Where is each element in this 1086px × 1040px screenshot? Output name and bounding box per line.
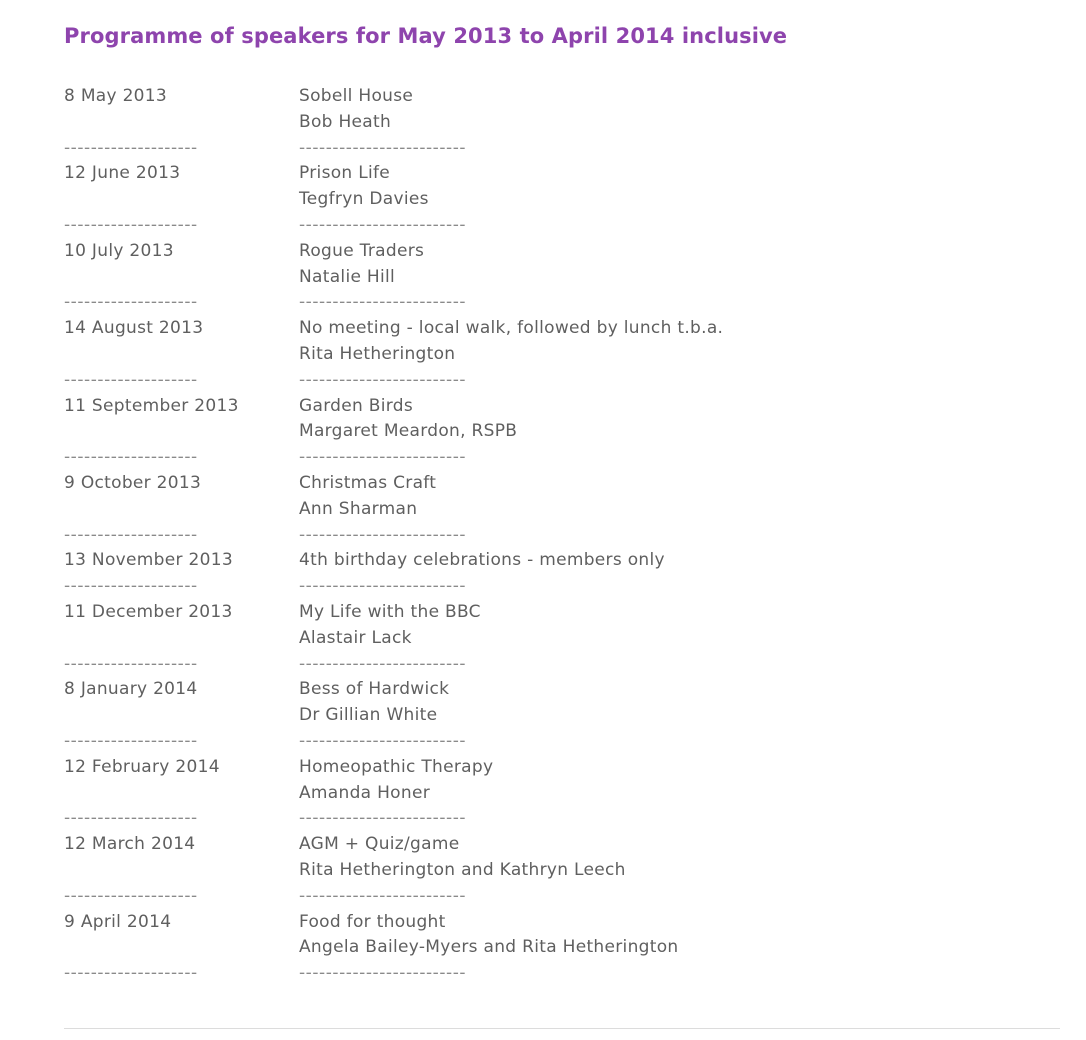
date-separator: -------------------- [64,963,198,984]
detail-separator: ------------------------- [299,808,467,829]
detail-separator: ------------------------- [299,447,467,468]
entry-topic: Homeopathic Therapy [299,756,494,777]
detail-separator: ------------------------- [299,730,467,751]
entry-speaker: Margaret Meardon, RSPB [299,421,518,442]
entry-topic: Food for thought [299,911,446,932]
programme-list [64,84,1060,987]
entry-detail [299,755,1060,807]
entry-date: 10 July 2013 [64,240,174,261]
entry-topic: Rogue Traders [299,240,425,261]
entry-speaker: Bob Heath [299,111,392,132]
page-title: Programme of speakers for May 2013 to April 2014 inclusive [64,24,788,48]
detail-separator: ------------------------- [299,369,467,390]
programme-entry [64,832,1060,884]
detail-separator: ------------------------- [299,885,467,906]
entry-date: 12 March 2014 [64,834,196,855]
entry-detail [299,471,1060,523]
date-separator: -------------------- [64,137,198,158]
entry-separator [64,729,1060,755]
entry-separator [64,884,1060,910]
date-separator: -------------------- [64,576,198,597]
date-separator: -------------------- [64,653,198,674]
programme-entry [64,316,1060,368]
entry-date: 12 June 2013 [64,163,181,184]
entry-detail [299,316,1060,368]
entry-detail [299,832,1060,884]
programme-entry [64,471,1060,523]
programme-entry [64,161,1060,213]
detail-separator: ------------------------- [299,214,467,235]
entry-topic: My Life with the BBC [299,601,481,622]
entry-separator [64,445,1060,471]
entry-detail [299,548,1060,574]
entry-detail [299,161,1060,213]
detail-separator: ------------------------- [299,524,467,545]
entry-separator [64,368,1060,394]
entry-speaker: Rita Hetherington and Kathryn Leech [299,859,626,880]
entry-speaker: Alastair Lack [299,627,412,648]
entry-speaker: Angela Bailey-Myers and Rita Hetherington [299,937,679,958]
entry-date: 11 December 2013 [64,601,233,622]
entry-topic: AGM + Quiz/game [299,834,460,855]
date-separator: -------------------- [64,292,198,313]
entry-date: 8 May 2013 [64,86,168,106]
entry-topic: No meeting - local walk, followed by lunch t.b.a. [299,318,724,339]
date-separator: -------------------- [64,447,198,468]
entry-separator [64,136,1060,162]
entry-separator [64,574,1060,600]
programme-entry [64,677,1060,729]
entry-detail [299,600,1060,652]
entry-separator [64,213,1060,239]
entry-speaker: Rita Hetherington [299,343,456,364]
programme-entry [64,394,1060,446]
entry-separator [64,652,1060,678]
date-separator: -------------------- [64,730,198,751]
detail-separator: ------------------------- [299,137,467,158]
entry-speaker: Ann Sharman [299,498,418,519]
entry-detail [299,84,1060,136]
entry-date: 9 April 2014 [64,911,172,932]
entry-topic: 4th birthday celebrations - members only [299,550,665,571]
entry-date: 11 September 2013 [64,395,239,416]
entry-date: 12 February 2014 [64,756,220,777]
detail-separator: ------------------------- [299,292,467,313]
entry-separator [64,523,1060,549]
entry-detail [299,239,1060,291]
programme-entry [64,239,1060,291]
entry-detail [299,910,1060,962]
date-separator: -------------------- [64,524,198,545]
detail-separator: ------------------------- [299,653,467,674]
entry-speaker: Amanda Honer [299,782,431,803]
programme-entry [64,910,1060,962]
detail-separator: ------------------------- [299,576,467,597]
entry-topic: Garden Birds [299,395,414,416]
programme-entry [64,548,1060,574]
programme-entry [64,84,1060,136]
entry-topic: Prison Life [299,163,391,184]
entry-speaker: Natalie Hill [299,266,396,287]
entry-topic: Christmas Craft [299,472,437,493]
date-separator: -------------------- [64,369,198,390]
entry-separator [64,961,1060,987]
date-separator: -------------------- [64,885,198,906]
entry-separator [64,806,1060,832]
entry-date: 9 October 2013 [64,472,202,493]
entry-topic: Sobell House [299,86,414,106]
entry-date: 14 August 2013 [64,318,204,339]
date-separator: -------------------- [64,214,198,235]
entry-speaker: Tegfryn Davies [299,189,429,210]
entry-topic: Bess of Hardwick [299,679,450,700]
entry-detail [299,394,1060,446]
programme-entry [64,755,1060,807]
detail-separator: ------------------------- [299,963,467,984]
entry-speaker: Dr Gillian White [299,705,438,726]
entry-date: 8 January 2014 [64,679,198,700]
entry-date: 13 November 2013 [64,550,233,571]
bottom-divider [64,1028,1060,1029]
programme-entry [64,600,1060,652]
entry-detail [299,677,1060,729]
entry-separator [64,290,1060,316]
date-separator: -------------------- [64,808,198,829]
